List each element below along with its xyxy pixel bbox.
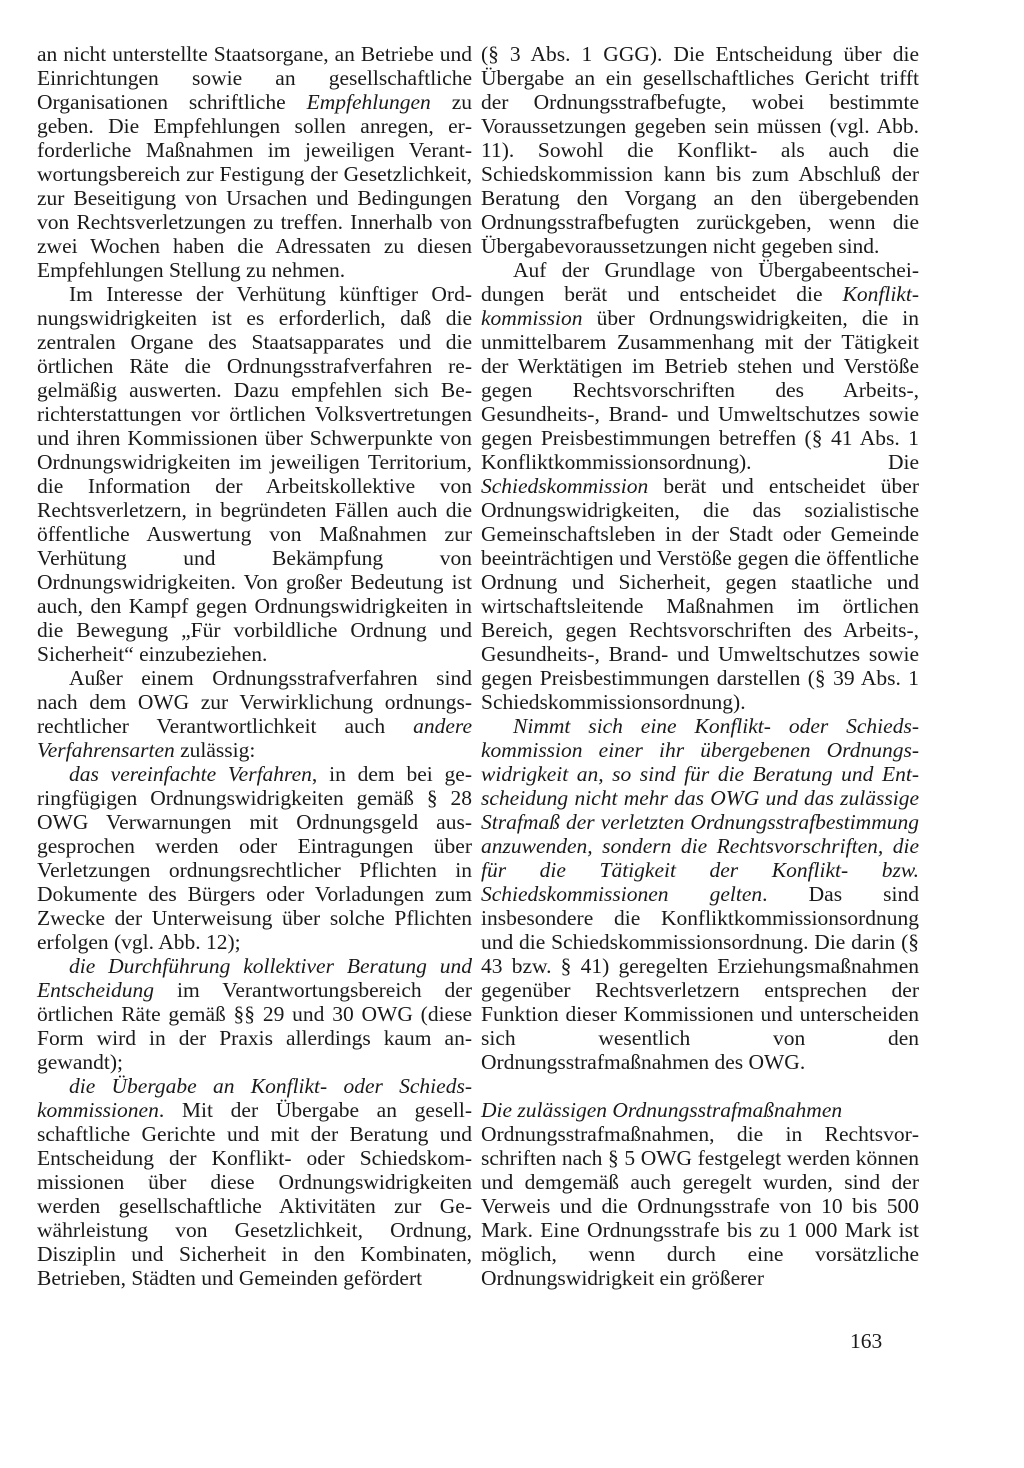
paragraph: Im Interesse der Verhütung künftiger Ordnungswidrigkeiten ist es erforderlich, daß die zentralen Organe des Staatsapparates und die örtlichen Räte die Ordnungsstrafverfahren regelmäßig auswerten. Dazu empfehlen sich Berichterstattungen vor örtlichen Volksvertretungen und ihren Kommissionen über Schwerpunkte von Ordnungswidrigkeiten im jeweiligen Territorium, die Information der Arbeitskollektive von Rechtsverletzern, in begründeten Fällen auch die öffentliche Auswertung von Maßnahmen zur Verhütung und Bekämpfung von Ordnungswidrigkeiten. Von großer Bedeutung ist auch, den Kampf gegen Ordnungswidrigkeiten in die Bewegung „Für vorbildliche Ordnung und Sicherheit“ einzubeziehen. <box>37 282 472 666</box>
emphasis: Nimmt sich eine Konflikt- oder Schiedskommission einer ihr übergebenen Ordnungswidrigkeit an, so sind für die Beratung und Entscheidung nicht mehr das OWG und das zulässige Strafmaß der verletzten Ordnungsstrafbestimmung anzuwenden, sondern die Rechtsvorschriften, die für die Tätigkeit der Konflikt- bzw. Schiedskommissionen gelten <box>481 714 919 906</box>
emphasis: andere Verfahrensarten <box>37 714 472 762</box>
list-item: das vereinfachte Verfahren, in dem bei geringfügigen Ordnungswidrigkeiten gemäß § 28 OWG Verwarnungen mit Ordnungsgeld ausgesprochen werden oder Eintragungen über Verletzungen ordnungsrechtlicher Pflichten in Dokumente des Bürgers oder Vorladungen zum Zwecke der Unterweisung über solche Pflichten erfolgen (vgl. Abb. 12); <box>37 762 472 954</box>
paragraph: (§ 3 Abs. 1 GGG). Die Entscheidung über die Übergabe an ein gesellschaftliches Gericht trifft der Ordnungsstrafbefugte, wobei bestimmte Voraussetzungen gegeben sein müssen (vgl. Abb. 11). Sowohl die Konflikt- als auch die Schiedskommission kann bis zum Abschluß der Beratung den Vorgang an den übergebenden Ordnungsstrafbefugten zurückgeben, wenn die Übergabevoraussetzungen nicht gegeben sind. <box>481 42 919 258</box>
emphasis: Konfliktkommission <box>481 282 919 330</box>
emphasis: Empfehlungen <box>306 90 431 114</box>
emphasis: die Durchführung kollektiver Beratung und Entscheidung <box>37 954 472 1002</box>
left-column <box>37 42 472 1290</box>
right-column <box>481 42 919 1290</box>
paragraph: Ordnungsstrafmaßnahmen, die in Rechtsvorschriften nach § 5 OWG festgelegt werden können und demgemäß auch geregelt wurden, sind der Verweis und die Ordnungsstrafe von 10 bis 500 Mark. Eine Ordnungsstrafe bis zu 1 000 Mark ist möglich, wenn durch eine vorsätzliche Ordnungswidrigkeit ein größerer <box>481 1122 919 1290</box>
paragraph: an nicht unterstellte Staatsorgane, an Betriebe und Einrichtungen sowie an gesellschaftliche Organisationen schriftliche Empfehlungen zu geben. Die Empfehlungen sollen anregen, erforderliche Maßnahmen im jeweiligen Verantwortungsbereich zur Festigung der Gesetzlichkeit, zur Beseitigung von Ursachen und Bedingungen von Rechtsverletzungen zu treffen. Innerhalb von zwei Wochen haben die Adressaten zu diesen Empfehlungen Stellung zu nehmen. <box>37 42 473 282</box>
emphasis: die Übergabe an Konflikt- oder Schiedskommissionen <box>37 1074 472 1122</box>
page-number: 163 <box>850 1329 883 1353</box>
emphasis: Schiedskommission <box>481 474 649 498</box>
paragraph: Auf der Grundlage von Übergabeentscheidungen berät und entscheidet die Konfliktkommission über Ordnungswidrigkeiten, die in unmittelbarem Zusammenhang mit der Tätigkeit der Werktätigen im Betrieb stehen und Verstöße gegen Rechtsvorschriften des Arbeits-, Gesundheits-, Brand- und Umweltschutzes sowie gegen Preisbestimmungen betreffen (§ 41 Abs. 1 Konfliktkommissionsordnung). Die Schiedskommission berät und entscheidet über Ordnungswidrigkeiten, die das sozialistische Gemeinschaftsleben in der Stadt oder Gemeinde beeinträchtigen und Verstöße gegen die öffentliche Ordnung und Sicherheit, gegen staatliche und wirtschaftsleitende Maßnahmen im örtlichen Bereich, gegen Rechtsvorschriften des Arbeits-, Gesundheits-, Brand- und Umweltschutzes sowie gegen Preisbestimmungen darstellen (§ 39 Abs. 1 Schiedskommissionsordnung). <box>481 258 919 714</box>
list-item: die Durchführung kollektiver Beratung und Entscheidung im Verantwortungsbereich der örtlichen Räte gemäß §§ 29 und 30 OWG (diese Form wird in der Praxis allerdings kaum angewandt); <box>37 954 472 1074</box>
section-heading: Die zulässigen Ordnungsstrafmaßnahmen <box>481 1098 843 1122</box>
paragraph: Außer einem Ordnungsstrafverfahren sind nach dem OWG zur Verwirklichung ordnungsrechtlicher Verantwortlichkeit auch andere Verfahrensarten zulässig: <box>37 666 472 762</box>
list-item: die Übergabe an Konflikt- oder Schiedskommissionen. Mit der Übergabe an gesellschaftliche Gerichte und mit der Beratung und Entscheidung der Konflikt- oder Schiedskommissionen über diese Ordnungswidrigkeiten werden gesellschaftliche Aktivitäten zur Gewährleistung von Gesetzlichkeit, Ordnung, Disziplin und Sicherheit in den Kombinaten, Betrieben, Städten und Gemeinden gefördert <box>37 1074 472 1290</box>
paragraph: Nimmt sich eine Konflikt- oder Schiedskommission einer ihr übergebenen Ordnungswidrigkeit an, so sind für die Beratung und Entscheidung nicht mehr das OWG und das zulässige Strafmaß der verletzten Ordnungsstrafbestimmung anzuwenden, sondern die Rechtsvorschriften, die für die Tätigkeit der Konflikt- bzw. Schiedskommissionen gelten. Das sind insbesondere die Konfliktkommissionsordnung und die Schiedskommissionsordnung. Die darin (§ 43 bzw. § 41) geregelten Erziehungsmaßnahmen gegenüber Rechtsverletzern entsprechen der Funktion dieser Kommissionen und unterscheiden sich wesentlich von den Ordnungsstrafmaßnahmen des OWG. <box>481 714 920 1074</box>
emphasis: das vereinfachte Verfahren <box>69 762 312 786</box>
